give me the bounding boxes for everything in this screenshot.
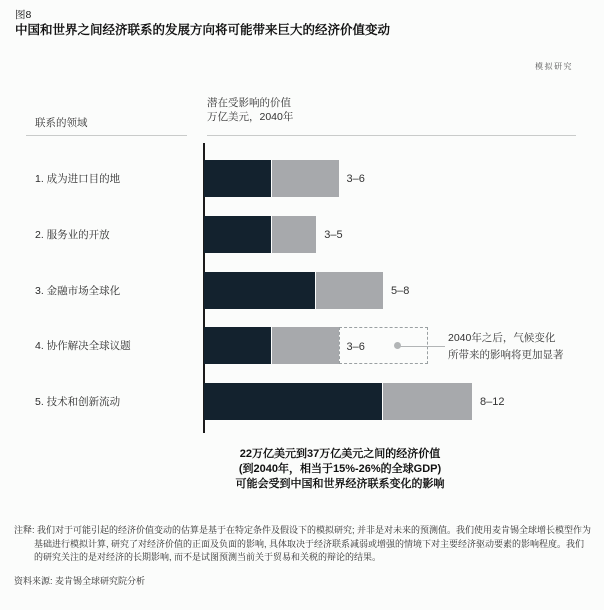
bar-row [0, 272, 604, 309]
column-header-areas: 联系的领域 [35, 117, 88, 129]
annotation-text [448, 330, 564, 363]
summary-line3: 可能会受到中国和世界经济联系变化的影响 [235, 478, 445, 490]
annotation-line2: 所带来的影响将更加显著 [448, 348, 564, 361]
summary-callout [180, 447, 500, 492]
bar-segment-low [204, 216, 271, 253]
bar-row [0, 216, 604, 253]
annotation-connector-line [400, 346, 445, 347]
bar-segment-high [272, 216, 317, 253]
bar-segment-low [204, 272, 315, 309]
bar-row [0, 383, 604, 420]
row-label: 4. 协作解决全球议题 [35, 340, 131, 352]
row-label: 3. 金融市场全球化 [35, 285, 121, 297]
bar-segment-low [204, 383, 382, 420]
header-rule-left [26, 135, 187, 136]
value-range-label: 3–6 [346, 340, 365, 353]
summary-line1: 22万亿美元到37万亿美元之间的经济价值 [239, 448, 441, 460]
row-label: 1. 成为进口目的地 [35, 173, 121, 185]
bar-row [0, 160, 604, 197]
row-label: 5. 技术和创新流动 [35, 396, 121, 408]
value-range-label: 5–8 [391, 284, 410, 297]
column-header-value [207, 96, 293, 124]
summary-line2: (到2040年，相当于15%-26%的全球GDP) [238, 463, 442, 475]
value-range-label: 3–6 [346, 172, 365, 185]
column-header-value-line1: 潜在受影响的价值 [207, 97, 291, 109]
figure-title: 中国和世界之间经济联系的发展方向将可能带来巨大的经济价值变动 [15, 23, 391, 37]
simulation-tag: 模拟研究 [535, 62, 573, 71]
bar-segment-high [316, 272, 383, 309]
header-rule-right [207, 135, 576, 136]
footnote-line1: 注释: 我们对于可能引起的经济价值变动的估算是基于在特定条件及假设下的模拟研究; 并非是对未来的预测值。我们使用麦肯锡全球增长模型作为 [14, 525, 592, 535]
footnote [14, 524, 592, 565]
footnote-line3: 的研究关注的是对经济的长期影响, 而不是试图预测当前关于贸易和关税的辩论的结果。 [34, 552, 382, 562]
bar-segment-high [272, 160, 339, 197]
column-header-value-line2: 万亿美元，2040年 [207, 111, 294, 123]
source-attribution: 资料来源: 麦肯锡全球研究院分析 [14, 576, 146, 586]
bar-row [0, 327, 604, 364]
bar-segment-high [383, 383, 472, 420]
figure-number: 图8 [15, 9, 32, 21]
row-label: 2. 服务业的开放 [35, 229, 110, 241]
bar-segment-low [204, 327, 271, 364]
value-range-label: 3–5 [324, 228, 343, 241]
bar-segment-high [272, 327, 339, 364]
footnote-line2: 基础进行模拟计算, 研究了对经济价值的正面及负面的影响, 具体取决于经济联系减弱或增强的情境下对主要经济驱动要素的影响程度。我们 [34, 538, 585, 549]
bar-segment-low [204, 160, 271, 197]
annotation-line1: 2040年之后，气候变化 [448, 332, 556, 344]
value-range-label: 8–12 [480, 395, 505, 408]
